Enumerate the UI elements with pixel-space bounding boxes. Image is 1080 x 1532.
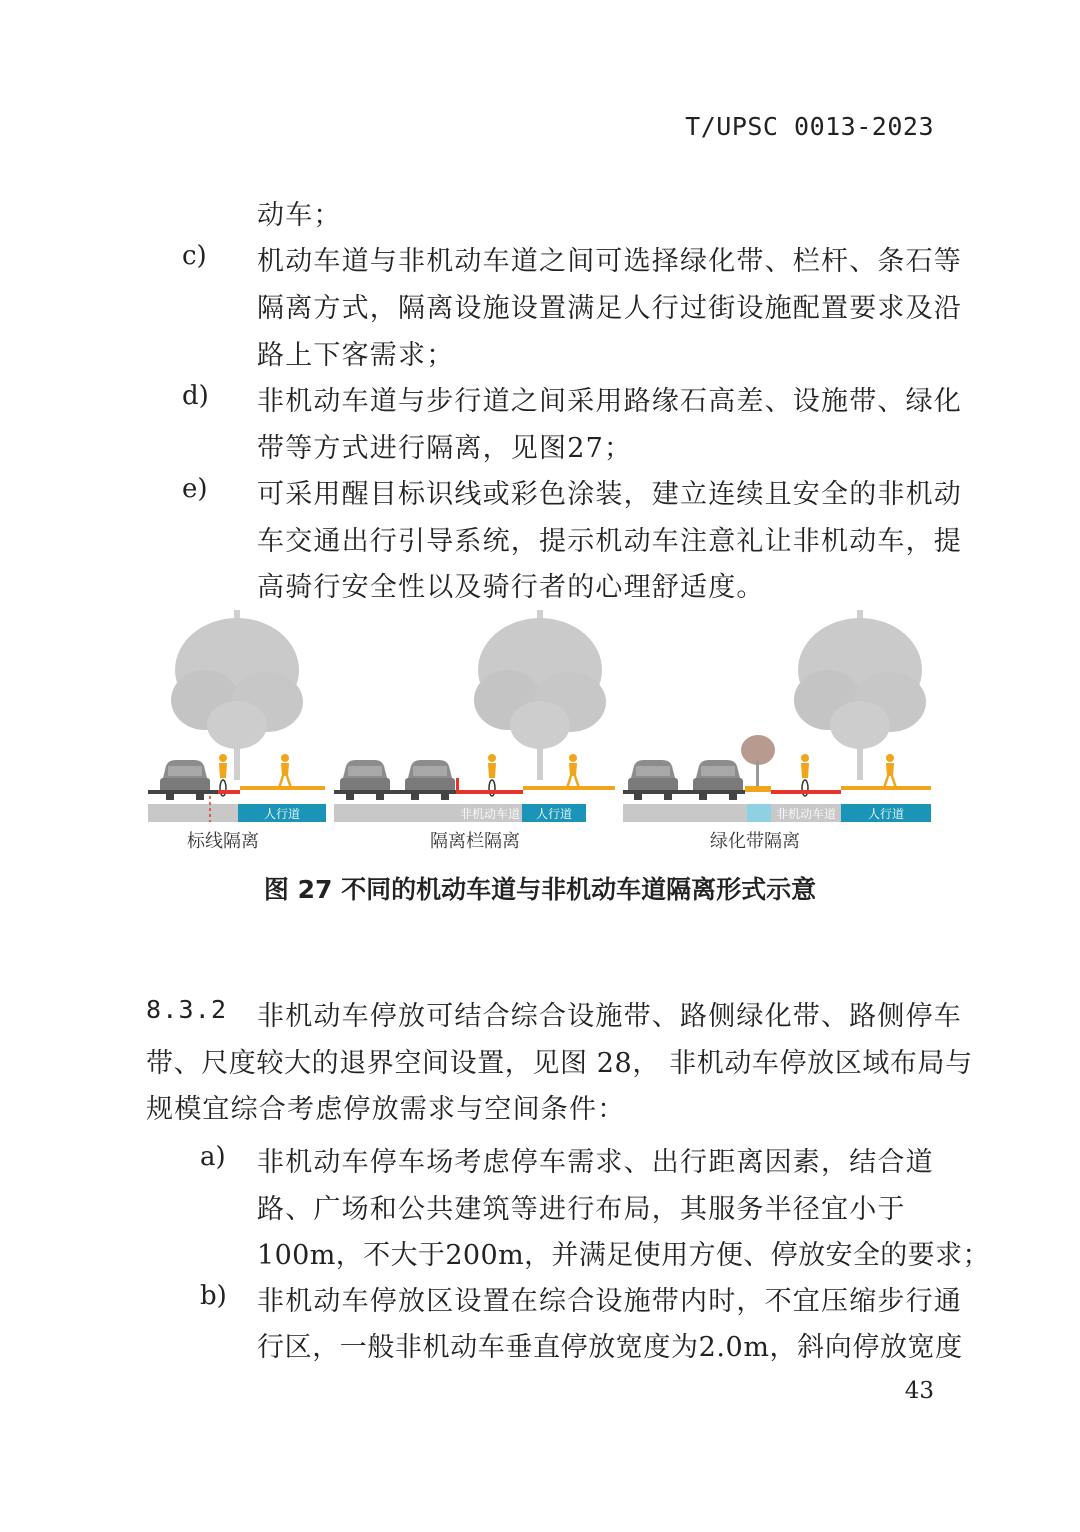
panel-3-lane-label-bike: 非机动车道 xyxy=(775,807,837,821)
list-item-e-line-2: 车交通出行引导系统，提示机动车注意礼让非机动车，提 xyxy=(257,526,962,557)
list-marker-a: a) xyxy=(200,1142,226,1172)
list-item-b-line-2: 行区，一般非机动车垂直停放宽度为2.0m，斜向停放宽度 xyxy=(257,1332,963,1363)
panel-2-lane-label-sidewalk: 人行道 xyxy=(535,807,573,821)
list-item-a-line-2: 路、广场和公共建筑等进行布局，其服务半径宜小于 xyxy=(257,1194,906,1225)
panel-1-lane-label-sidewalk: 人行道 xyxy=(263,807,301,821)
list-item-b-line-1: 非机动车停放区设置在综合设施带内时，不宜压缩步行通 xyxy=(257,1286,962,1317)
section-line-2: 带、尺度较大的退界空间设置，见图 28， 非机动车停放区域布局与 xyxy=(146,1048,973,1079)
list-item-a-line-3: 100m，不大于200m，并满足使用方便、停放安全的要求； xyxy=(257,1240,990,1271)
list-item-c-line-2: 隔离方式，隔离设施设置满足人行过街设施配置要求及沿 xyxy=(257,293,962,324)
figure-27-illustration xyxy=(145,600,935,860)
list-item-c-line-1: 机动车道与非机动车道之间可选择绿化带、栏杆、条石等 xyxy=(257,246,962,277)
page-number: 43 xyxy=(904,1378,934,1404)
figure-caption: 图 27 不同的机动车道与非机动车道隔离形式示意 xyxy=(263,875,817,904)
list-continuation: 动车； xyxy=(257,200,342,231)
list-item-d-line-1: 非机动车道与步行道之间采用路缘石高差、设施带、绿化 xyxy=(257,386,962,417)
panel-2-lane-label-bike: 非机动车道 xyxy=(459,807,521,821)
list-marker-b: b) xyxy=(200,1281,227,1311)
list-marker-d: d) xyxy=(182,381,209,411)
panel-2-label: 隔离栏隔离 xyxy=(430,831,520,852)
list-marker-e: e) xyxy=(182,474,208,504)
panel-1-label: 标线隔离 xyxy=(187,831,259,852)
figure-panel-2 xyxy=(334,610,615,852)
list-marker-c: c) xyxy=(182,241,207,271)
section-line-3: 规模宜综合考虑停放需求与空间条件： xyxy=(146,1094,626,1125)
list-item-c-line-3: 路上下客需求； xyxy=(257,340,455,371)
section-number: 8.3.2 xyxy=(146,995,228,1024)
section-line-1: 非机动车停放可结合综合设施带、路侧绿化带、路侧停车 xyxy=(257,1001,962,1032)
list-item-e-line-1: 可采用醒目标识线或彩色涂装，建立连续且安全的非机动 xyxy=(257,479,962,510)
figure-panel-3 xyxy=(623,610,931,852)
panel-3-label: 绿化带隔离 xyxy=(710,831,800,852)
document-code: T/UPSC 0013-2023 xyxy=(685,112,934,141)
figure-panel-1 xyxy=(148,610,326,852)
panel-3-lane-label-sidewalk: 人行道 xyxy=(867,807,905,821)
list-item-e-line-3: 高骑行安全性以及骑行者的心理舒适度。 xyxy=(257,572,765,603)
list-item-d-line-2: 带等方式进行隔离，见图27； xyxy=(257,433,633,464)
list-item-a-line-1: 非机动车停车场考虑停车需求、出行距离因素，结合道 xyxy=(257,1147,934,1178)
